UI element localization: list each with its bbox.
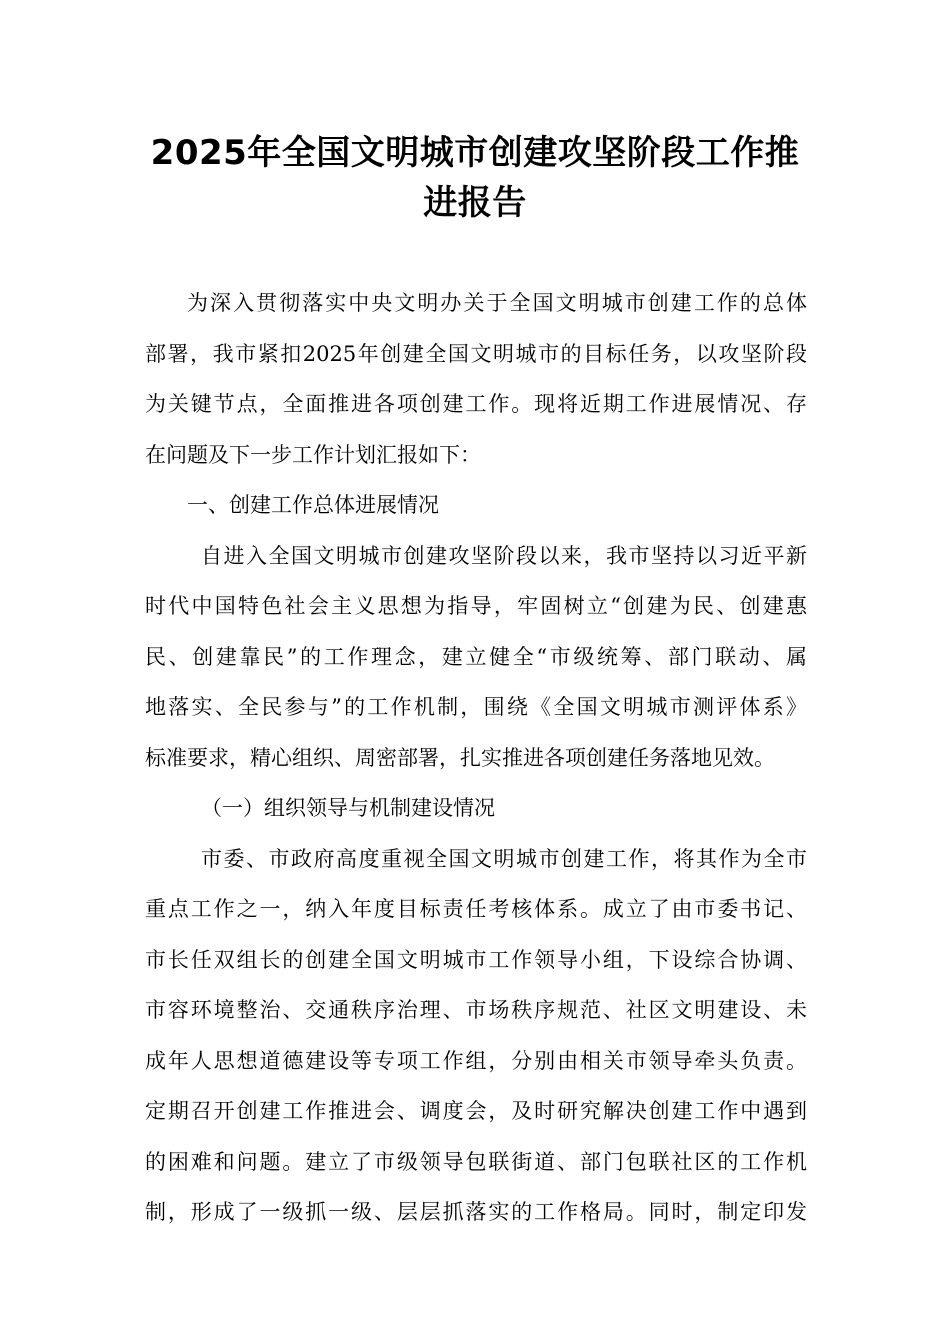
body-paragraph (145, 531, 807, 784)
text-line: 部署，我市紧扣2025年创建全国文明城市的目标任务，以攻坚阶段 (145, 341, 807, 366)
text-line: 市委、市政府高度重视全国文明城市创建工作，将其作为全市 (201, 846, 807, 871)
text-line: 制，形成了一级抓一级、层层抓落实的工作格局。同时，制定印发 (145, 1200, 807, 1224)
text-line: 市容环境整治、交通秩序治理、市场秩序规范、社区文明建设、未 (145, 998, 807, 1022)
text-line: 市长任双组长的创建全国文明城市工作领导小组，下设综合协调、 (145, 947, 807, 972)
text-line: 的困难和问题。建立了市级领导包联街道、部门包联社区的工作机 (145, 1149, 807, 1174)
text-line: 时代中国特色社会主义思想为指导，牢固树立“创建为民、创建惠 (145, 594, 807, 618)
text-line: 地落实、全民参与”的工作机制，围绕《全国文明城市测评体系》 (145, 695, 807, 719)
text-line: 定期召开创建工作推进会、调度会，及时研究解决创建工作中遇到 (145, 1099, 807, 1123)
title-line: 进报告 (423, 183, 527, 223)
section-heading: 一、创建工作总体进展情况 (187, 493, 439, 517)
title-line: 2025年全国文明城市创建攻坚阶段工作推 (150, 133, 800, 173)
text-line: 为关键节点，全面推进各项创建工作。现将近期工作进展情况、存 (145, 392, 807, 416)
text-line: 在问题及下一步工作计划汇报如下： (145, 442, 481, 467)
document-body (145, 278, 807, 1238)
text-line: 重点工作之一，纳入年度目标责任考核体系。成立了由市委书记、 (145, 897, 807, 921)
body-paragraph (145, 834, 807, 1238)
document-title (140, 128, 810, 228)
subsection-heading: （一）组织领导与机制建设情况 (201, 796, 495, 820)
text-line: 民、创建靠民”的工作理念，建立健全“市级统筹、部门联动、属 (145, 644, 807, 669)
text-line: 标准要求，精心组织、周密部署，扎实推进各项创建任务落地见效。 (145, 745, 775, 770)
intro-paragraph (145, 278, 807, 480)
text-line: 成年人思想道德建设等专项工作组，分别由相关市领导牵头负责。 (145, 1048, 807, 1073)
text-line: 为深入贯彻落实中央文明办关于全国文明城市创建工作的总体 (187, 291, 807, 315)
text-line: 自进入全国文明城市创建攻坚阶段以来，我市坚持以习近平新 (201, 543, 807, 568)
